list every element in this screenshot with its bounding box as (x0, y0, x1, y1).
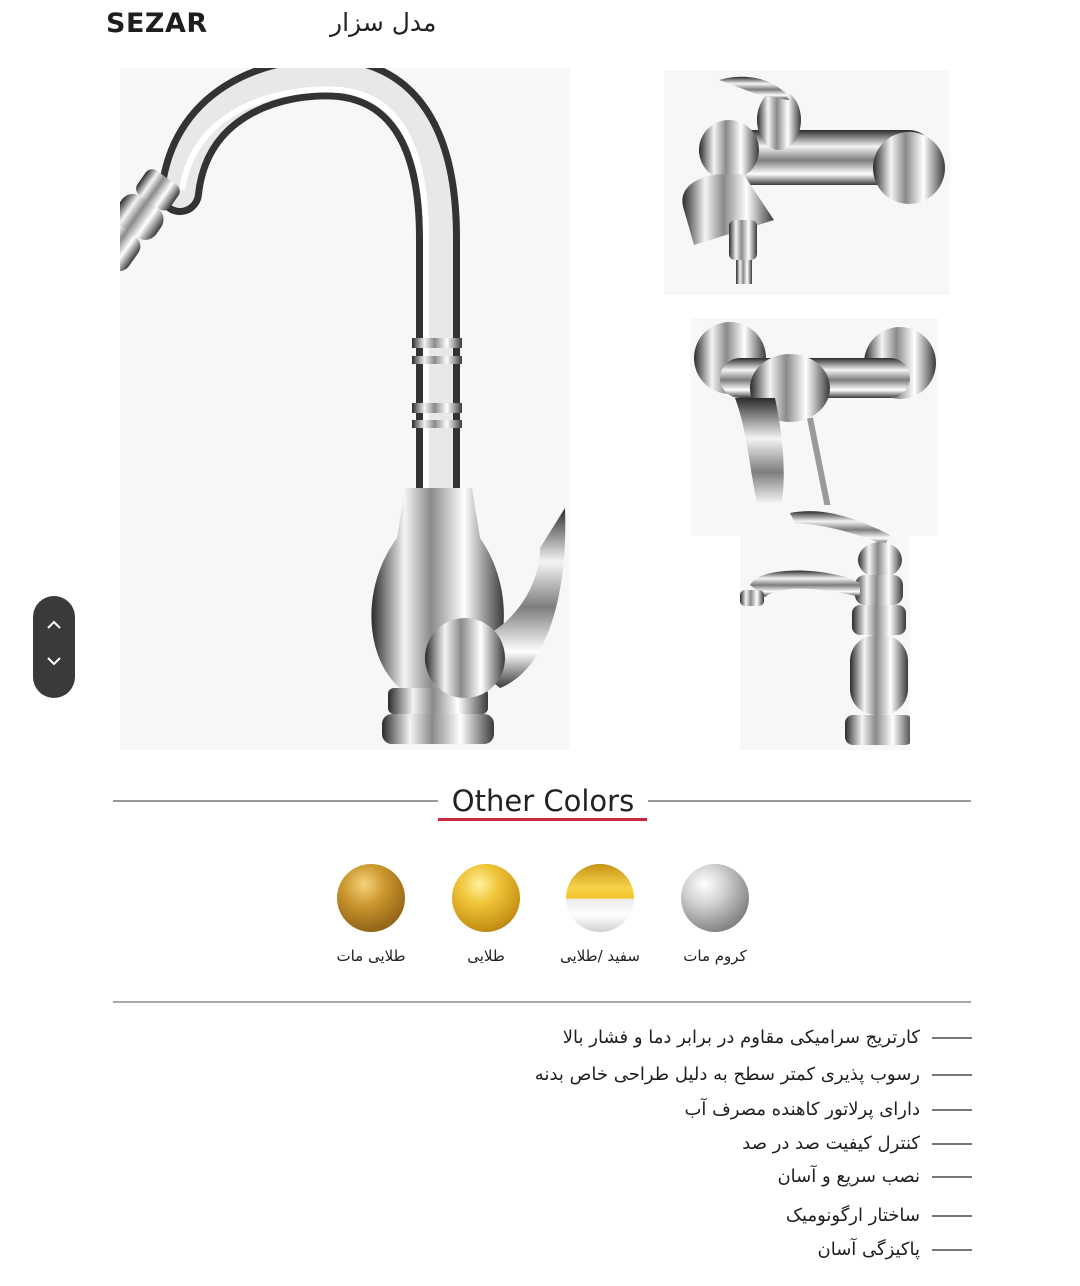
feature-item: نصب سریع و آسان (777, 1166, 972, 1187)
feature-item: دارای پرلاتور کاهنده مصرف آب (684, 1099, 972, 1120)
dash-bullet (932, 1143, 972, 1145)
feature-item: کنترل کیفیت صد در صد (742, 1133, 972, 1154)
divider-bottom (113, 1001, 971, 1003)
bath-mixer-image (664, 70, 950, 295)
scroll-nav (33, 596, 75, 698)
swatch-matte-gold[interactable] (337, 864, 405, 932)
feature-item: رسوب پذیری کمتر سطح به دلیل طراحی خاص بدنه (535, 1064, 972, 1085)
dash-bullet (932, 1249, 972, 1251)
dash-bullet (932, 1215, 972, 1217)
model-name: مدل سزار (330, 8, 437, 37)
dash-bullet (932, 1176, 972, 1178)
shower-mixer-image (690, 318, 938, 536)
chevron-up-icon (46, 620, 62, 630)
brand-title: SEZAR (106, 8, 208, 39)
heading-underline (438, 818, 647, 821)
kitchen-faucet-image (120, 68, 570, 750)
swatch-white-gold[interactable] (566, 864, 634, 932)
scroll-down-button[interactable] (33, 644, 75, 684)
divider-right (648, 800, 971, 802)
swatch-label-matte-gold: طلایی مات (336, 947, 406, 965)
chevron-down-icon (46, 656, 62, 666)
dash-bullet (932, 1037, 972, 1039)
swatch-label-white-gold: سفید /طلایی (560, 947, 640, 965)
divider-left (113, 800, 438, 802)
scroll-up-button[interactable] (33, 608, 75, 648)
swatch-gold[interactable] (452, 864, 520, 932)
swatch-label-gold: طلایی (467, 947, 505, 965)
swatch-label-matte-chrome: کروم مات (683, 947, 747, 965)
feature-item: کارتریج سرامیکی مقاوم در برابر دما و فشار بالا (563, 1027, 972, 1048)
dash-bullet (932, 1109, 972, 1111)
other-colors-heading: Other Colors (451, 784, 635, 818)
feature-item: ساختار ارگونومیک (786, 1205, 972, 1226)
basin-faucet-image (740, 505, 910, 750)
dash-bullet (932, 1074, 972, 1076)
feature-item: پاکیزگی آسان (817, 1239, 972, 1260)
swatch-matte-chrome[interactable] (681, 864, 749, 932)
